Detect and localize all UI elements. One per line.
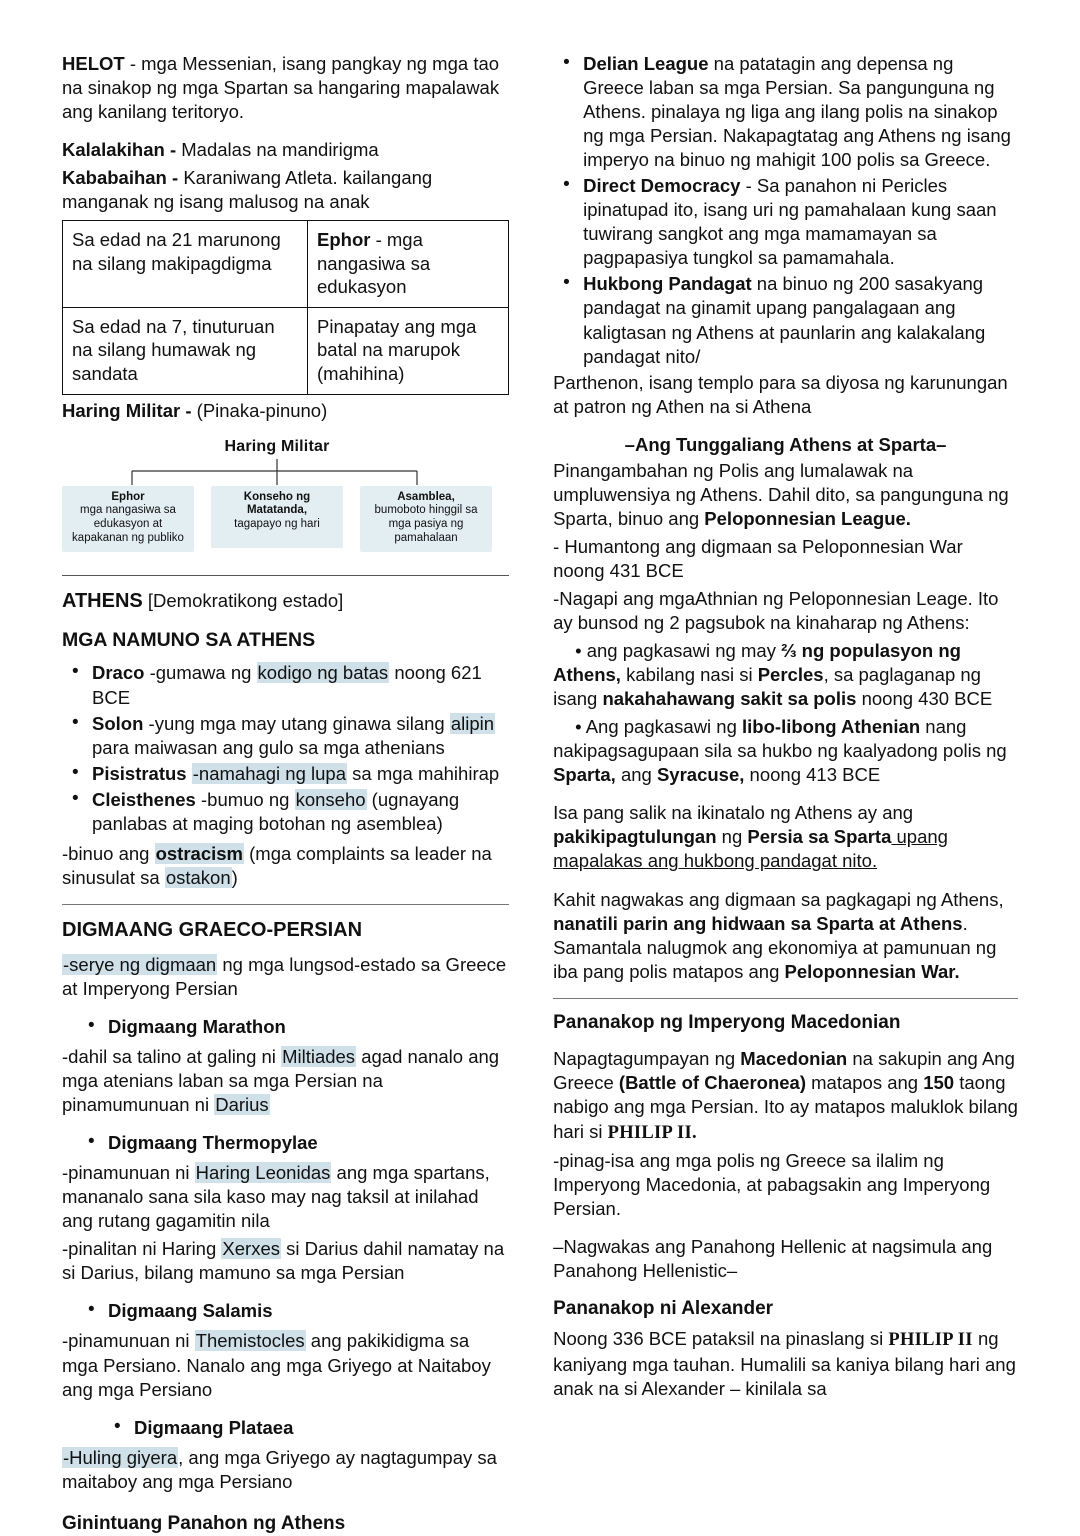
ostracism-end: ): [231, 866, 238, 888]
philip-ii-1: PHILIP II.: [607, 1122, 697, 1143]
ginintuang-heading: Ginintuang Panahon ng Athens: [62, 1512, 346, 1534]
namuno-heading: MGA NAMUNO SA ATHENS: [62, 629, 316, 652]
athens-subtitle: [Demokratikong estado]: [147, 590, 344, 612]
graeco-intro-rest: ng mga lungsod-estado sa Greece at Imperyong Persian: [62, 953, 507, 999]
salamis-highlight-1: Themistocles: [195, 1330, 305, 1352]
tunggalian-sub2: [553, 715, 1018, 787]
kalalakihan-line: [62, 138, 509, 162]
mac-p1-e: matapos ang: [805, 1072, 924, 1094]
leader-text-1: [187, 763, 192, 784]
feature-name: Hukbong Pandagat: [583, 273, 752, 295]
alex-p1-a: Noong 336 BCE pataksil na pinaslang si: [553, 1328, 889, 1350]
alex-p1-c: ng kaniyang mga tauhan. Humalili sa kaniya bilang hari ang anak na si Alexander – kinilala sa: [553, 1328, 1016, 1399]
graeco-intro: [62, 953, 509, 1001]
marathon-text-2: agad nanalo ang mga atenians laban sa mga Persian na pinamumunuan ni: [62, 1046, 500, 1116]
thermopylae-paragraph-2: [62, 1237, 509, 1285]
table-cell-age21: Sa edad na 21 marunong na silang makipagdigma: [63, 221, 308, 308]
parthenon-paragraph: Parthenon, isang templo para sa diyosa ng karunungan at patron ng Athen na si Athena: [553, 371, 1008, 417]
haring-militar-body: (Pinaka-pinuno): [196, 400, 328, 422]
tunggalian-title: –Ang Tunggaliang Athens at Sparta–: [624, 433, 947, 455]
alexander-title: Pananakop ni Alexander: [553, 1297, 774, 1319]
list-item: [553, 272, 1018, 368]
salamis-text-1: -pinamunuan ni: [62, 1330, 195, 1352]
philip-ii-2: PHILIP II: [888, 1330, 973, 1351]
mac-p1-g: taong nabigo ang mga Persian. Ito ay matapos maluklok bilang hari si: [553, 1072, 1018, 1142]
feature-body: - Sa panahon ni Pericles ipinatupad ito, isang uri ng pamahalaan kung saan tuwirang sangkot ang mga mamamayan sa pagpapasiya tungkol sa pamamahala.: [583, 175, 997, 269]
sub2-mid: nang nakipagsagupaan sila sa hukbo ng kaalyadong polis ng: [553, 716, 1007, 762]
athens-heading: [62, 588, 509, 614]
mac-p1-c: na sakupin ang Ang Greece: [553, 1048, 1015, 1094]
peloponnesian-league: Peloponnesian League.: [704, 507, 911, 529]
sub2-bold-3: Syracuse,: [656, 764, 745, 786]
p4-b: pakikipagtulungan: [553, 826, 717, 848]
kalalakihan-body: Madalas na mandirigma: [181, 139, 379, 161]
org-node-name: Asamblea,: [397, 490, 455, 503]
list-item: [62, 661, 509, 709]
helot-term: HELOT: [62, 53, 125, 74]
table-row: [63, 221, 509, 308]
org-node-desc: tagapayo ng hari: [234, 518, 320, 531]
feature-body: na binuo ng 200 sasakyang pandagat na ginamit upang pangalagaan ang kaligtasan ng Athens at paunlarin ang kalakalang pandagat nito/: [583, 273, 986, 367]
tunggalian-sub1: [553, 639, 1018, 711]
left-column: [62, 52, 509, 1534]
tunggalian-p3: -Nagapi ang mgaAthnian ng Peloponnesian Leage. Ito ay bunsod ng 2 pagsubok na kinaharap ng Athens:: [553, 587, 999, 634]
divider: [62, 575, 509, 576]
leader-name: Cleisthenes: [92, 788, 196, 810]
thermopylae-bullet: [62, 1131, 509, 1155]
org-chart-title: Haring Militar: [224, 438, 330, 456]
sub1-end: noong 430 BCE: [856, 688, 993, 710]
kababaihan-body: Karaniwang Atleta. kailangang manganak ng isang malusog na anak: [62, 167, 433, 213]
macedonian-p3: –Nagwakas ang Panahong Hellenic at nagsimula ang Panahong Hellenistic–: [553, 1235, 993, 1281]
sub1-mid-2: , sa paglaganap ng isang: [553, 664, 981, 710]
feature-name: Direct Democracy: [583, 175, 741, 197]
list-item: [553, 52, 1018, 172]
kababaihan-line: [62, 166, 509, 214]
leader-highlight-1: alipin: [450, 712, 495, 734]
leader-text-1: -gumawa ng: [144, 662, 257, 684]
namuno-list: [62, 661, 509, 835]
org-chart-diagram: [62, 437, 492, 559]
graeco-intro-highlight: -serye ng digmaan: [63, 953, 217, 975]
thermopylae-text-3: -pinalitan ni Haring: [62, 1238, 222, 1260]
alexander-p1: [553, 1327, 1018, 1400]
list-item: [62, 788, 509, 836]
sub1-bold-3: nakahahawang sakit sa polis: [602, 688, 857, 710]
thermopylae-paragraph-1: [62, 1161, 509, 1233]
feature-body: na patatagin ang depensa ng Greece laban sa mga Persian. Sa pangunguna ng Athens. pinalaya ng liga ang ilang polis na sinakop ng mga Persian. Nakapagtatag ang Athens ng isang imperyo na binuo ng mahigit 100 polis sa Greece.: [583, 53, 1011, 171]
sub2-bold-1: libo-libong Athenian: [742, 716, 921, 738]
sub2-end: noong 413 BCE: [744, 764, 881, 786]
hidwaan-paragraph: [553, 888, 1018, 984]
org-node-desc: bumoboto hinggil sa mga pasiya ng pamahalaan: [374, 504, 478, 544]
org-node-konseho: [211, 486, 343, 548]
list-item: [553, 174, 1018, 270]
graeco-persian-title: DIGMAANG GRAECO-PERSIAN: [62, 918, 363, 941]
two-column-layout: [62, 52, 1018, 1534]
ostracism-pre: -binuo ang: [62, 842, 155, 864]
list-item: [62, 1131, 509, 1155]
org-chart-nodes: [62, 486, 492, 552]
marathon-paragraph: [62, 1045, 509, 1117]
ostracism-paragraph: [62, 842, 509, 890]
macedonian-p1: [553, 1047, 1018, 1144]
haring-militar-line: [62, 399, 509, 423]
helot-body: - mga Messenian, isang pangkay ng mga tao na sinakop ng mga Spartan sa hangaring mapalawak ang kanilang teritoryo.: [62, 53, 500, 123]
sub2-bold-2: Sparta,: [553, 764, 616, 786]
leader-highlight-1: konseho: [295, 788, 366, 810]
sub1-mid: kabilang nasi si: [620, 664, 758, 686]
marathon-highlight-1: Miltiades: [282, 1046, 356, 1068]
table-cell-age7: Sa edad na 7, tinuturuan na silang humawak ng sandata: [63, 308, 308, 395]
thermopylae-highlight-1: Haring Leonidas: [195, 1162, 331, 1184]
battle-name: Digmaang Plataea: [134, 1416, 294, 1438]
athens-title: ATHENS: [62, 590, 143, 613]
sub1-pre: • ang pagkasawi ng may: [575, 640, 782, 662]
leader-text-2: sa mga mahihirap: [347, 762, 500, 784]
battle-name: Digmaang Salamis: [108, 1300, 273, 1322]
salamis-bullet: [62, 1299, 509, 1323]
persia-sparta-paragraph: [553, 801, 1018, 873]
ephor-term: Ephor: [317, 229, 371, 251]
ostracism-mid: (mga complaints sa leader na sinusulat sa: [62, 842, 492, 888]
table-cell-ephor: [308, 221, 509, 308]
macedonian-p2: -pinag-isa ang mga polis ng Greece sa ilalim ng Imperyong Macedonia, at pabagsakin ang Imperyong Persian.: [553, 1149, 991, 1219]
marathon-highlight-2: Darius: [215, 1094, 269, 1116]
p4-underlined: upang mapalakas ang hukbong pandagat nito.: [553, 826, 948, 872]
leader-text-2: noong 621 BCE: [92, 662, 482, 708]
org-chart-connectors: [62, 459, 492, 489]
right-column: [553, 52, 1018, 1399]
ostracism-term: ostracism: [155, 842, 243, 864]
mac-p1-d: (Battle of Chaeronea): [618, 1072, 806, 1094]
list-item: [62, 762, 509, 786]
sub1-bold-2: Percles: [757, 664, 824, 686]
leader-name: Draco: [92, 662, 145, 684]
org-node-name: Konseho ng Matatanda,: [243, 490, 311, 517]
leader-text-1: -yung mga may utang ginawa silang: [143, 712, 450, 734]
leader-text-2: para maiwasan ang gulo sa mga athenians: [92, 736, 445, 758]
tunggalian-p1-a: Pinangambahan ng Polis ang lumalawak na umpluwensiya ng Athens. Dahil dito, sa pangunguna ng Sparta, binuo ang: [553, 459, 1009, 529]
table-row: [63, 308, 509, 395]
divider: [62, 904, 509, 905]
mac-p1-b: Macedonian: [740, 1048, 848, 1070]
marathon-text-1: -dahil sa talino at galing ni: [62, 1046, 282, 1068]
tunggalian-p2: - Humantong ang digmaan sa Peloponnesian War noong 431 BCE: [553, 535, 963, 581]
org-node-desc: mga nangasiwa sa edukasyon at kapakanan ng publiko: [72, 504, 184, 544]
athens-features-list: [553, 52, 1018, 369]
haring-militar-term: Haring Militar -: [62, 400, 197, 422]
org-node-name: Ephor: [111, 490, 145, 503]
plataea-highlight: -Huling giyera: [63, 1446, 178, 1468]
salamis-text-2: ang pakikidigma sa mga Persiano. Nanalo ang mga Griyego at Naitaboy ang mga Persiano: [62, 1330, 491, 1400]
thermopylae-text-2: ang mga spartans, mananalo sana sila kaso may nag taksil at inilahad ang rutang gagamitin nila: [62, 1162, 490, 1232]
thermopylae-text-1: -pinamunuan ni: [62, 1162, 195, 1184]
salamis-paragraph: [62, 1329, 509, 1401]
p5-c: . Samantala nalugmok ang ekonomiya at pamunuan ng iba pang polis matapos ang: [553, 912, 997, 982]
ostakon-term: ostakon: [165, 866, 231, 888]
kalalakihan-term: Kalalakihan -: [62, 139, 182, 161]
helot-paragraph: [62, 52, 509, 124]
battle-name: Digmaang Marathon: [108, 1015, 286, 1037]
p4-c: ng: [716, 826, 748, 848]
macedonian-title: Pananakop ng Imperyong Macedonian: [553, 1011, 901, 1033]
p5-a: Kahit nagwakas ang digmaan sa pagkagapi ng Athens,: [553, 888, 1004, 910]
list-item: [62, 1299, 509, 1323]
kababaihan-term: Kababaihan -: [62, 167, 184, 189]
feature-name: Delian League: [583, 53, 709, 74]
tunggalian-p1: [553, 459, 1018, 531]
p4-a: Isa pang salik na ikinatalo ng Athens ay ang: [553, 802, 914, 824]
list-item: [88, 1416, 509, 1440]
plataea-paragraph: [62, 1446, 509, 1494]
sparta-table: [62, 220, 509, 395]
org-node-ephor: [62, 486, 194, 552]
org-node-asamblea: [360, 486, 492, 552]
leader-name: Pisistratus: [92, 762, 187, 784]
p4-d: Persia sa Sparta: [747, 826, 892, 848]
marathon-bullet: [62, 1015, 509, 1039]
sub2-pre: • Ang pagkasawi ng: [575, 716, 743, 738]
sub2-mid-2: ang: [615, 764, 657, 786]
thermopylae-text-4: si Darius dahil namatay na si Darius, bilang mamuno sa mga Persian: [62, 1238, 505, 1284]
list-item: [62, 712, 509, 760]
plataea-text: , ang mga Griyego ay nagtagumpay sa maitaboy ang mga Persiano: [62, 1446, 497, 1492]
p5-d: Peloponnesian War.: [784, 960, 960, 982]
leader-highlight-1: -namahagi ng lupa: [192, 762, 346, 784]
mac-p1-a: Napagtagumpayan ng: [553, 1048, 741, 1070]
battle-name: Digmaang Thermopylae: [108, 1132, 318, 1154]
ephor-body: - mga nangasiwa sa edukasyon: [317, 229, 431, 297]
leader-highlight-1: kodigo ng batas: [257, 662, 389, 684]
list-item: [62, 1015, 509, 1039]
thermopylae-highlight-2: Xerxes: [222, 1238, 280, 1260]
mac-p1-f: 150: [923, 1072, 955, 1094]
table-cell-weak: Pinapatay ang mga batal na marupok (mahihina): [308, 308, 509, 395]
leader-text-2: (ugnayang panlabas at maging botohan ng asemblea): [92, 788, 460, 834]
leader-name: Solon: [92, 712, 144, 734]
sub1-bold-1: ⅔ ng populasyon ng Athens,: [553, 640, 961, 686]
plataea-bullet: [62, 1416, 509, 1440]
p5-b: nanatili parin ang hidwaan sa Sparta at Athens: [553, 912, 963, 934]
leader-text-1: -bumuo ng: [195, 788, 295, 810]
divider: [553, 998, 1018, 999]
